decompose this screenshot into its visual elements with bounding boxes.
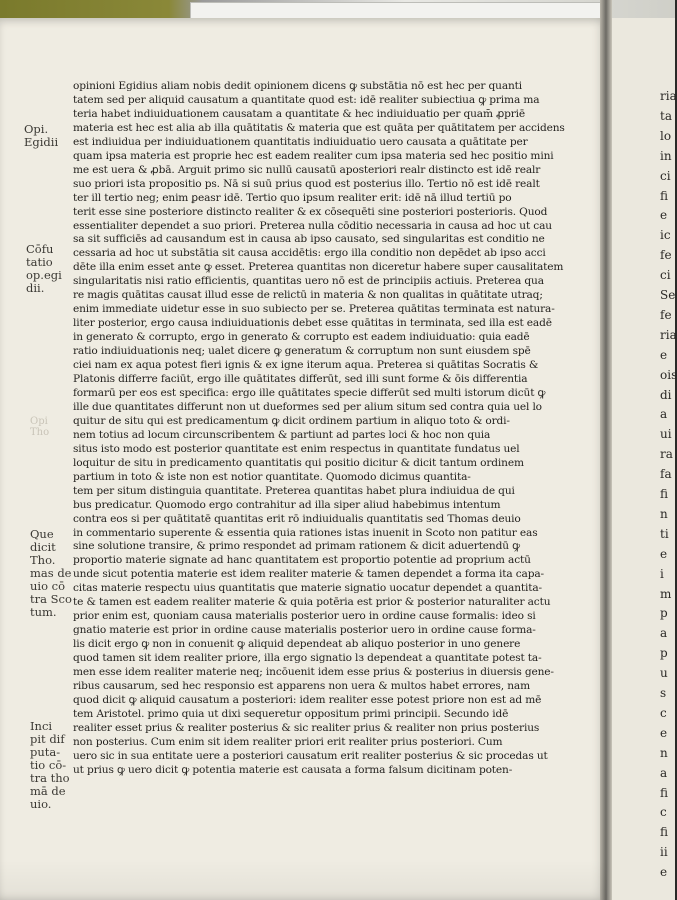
margin-note-line: uio cō [30, 579, 66, 593]
right-page-fragment: fi [660, 188, 669, 203]
margin-note-line: Egidii [24, 135, 59, 149]
text-line: tem per situm distinguia quantitate. Preterea quantitas habet plura indiuidua de qui [73, 484, 515, 497]
text-line: situs isto modo est posterior quantitate est enim respectus in quantitate fundatus uel [73, 442, 520, 455]
margin-note-line: Que [30, 527, 54, 541]
text-line: te & tamen est eadem realiter materie & quia potēria est prior & posterior naturaliter actu [73, 596, 551, 609]
right-page-fragment: a [660, 765, 668, 780]
text-line: lis dicit ergo ꝙ non in conuenit ꝙ aliquid dependeat ab aliquo posterior in uno genere [73, 638, 521, 651]
right-page-fragment: p [660, 646, 668, 661]
margin-note-line: tum. [30, 605, 57, 619]
text-line: prior enim est, quoniam causa materialis posterior uero in ordine cause formalis: ideo si [73, 610, 536, 623]
right-page-fragment: ii [660, 845, 668, 860]
right-page-fragment: e [660, 208, 668, 223]
right-page-fragment: ci [660, 168, 671, 183]
right-page-fragment: i [660, 566, 664, 581]
text-line: in generato & corrupto, ergo in generato & corrupto est eadem indiuiduatio: quia eadē [73, 331, 530, 344]
text-line: ut prius ꝙ uero dicit ꝙ potentia materie est causata a forma falsum dicitinam poten- [73, 763, 513, 776]
text-line: quod dicit ꝙ aliquid causatum a posteriori: idem realiter esse potest priore non est ad mē [73, 693, 542, 706]
right-page-fragment: e [660, 725, 668, 740]
text-line: contra eos si per quātitatē quantitas erit rō indiuidualis quantitatis sed Thomas deuio [73, 512, 521, 525]
text-line: terit esse sine posteriore distincto realiter & ex cōsequēti sine posteriori posterioris. Quod [73, 205, 548, 218]
margin-note-incipit [30, 720, 70, 811]
text-line: ciei nam ex aqua potest fieri ignis & ex igne iterum aqua. Preterea si quātitas Socratis & [73, 359, 539, 372]
right-page-fragment: u [660, 666, 668, 681]
text-line: realiter esset prius & realiter posterius & sic realiter prius & realiter non prius posterius [73, 721, 540, 734]
margin-note-line: mas de [30, 566, 72, 580]
margin-note-line: mā de [30, 784, 66, 798]
right-page-fragment: a [660, 626, 668, 641]
text-line: bus predicatur. Quomodo ergo contrahitur ad illa siper aliud habebimus intentum [73, 498, 501, 511]
margin-note-line: puta- [30, 745, 61, 759]
text-line: nem totius ad locum circunscribentem & partiunt ad partes loci & hoc non quia [73, 428, 491, 441]
text-line: partium in toto & iste non est notior quantitate. Quomodo dicimus quantita- [73, 470, 471, 483]
margin-note-line: op.egi [26, 268, 62, 282]
text-line: me est uera & ꝓbā. Arguit primo sic nullū causatū aposteriori realr distincto est idē realr [73, 163, 541, 176]
right-page-fragment: ci [660, 268, 671, 283]
text-line: men esse idem realiter materie neq; incōuenit idem esse prius & posterius in diuersis gene- [73, 666, 554, 679]
text-line: sa sit sufficiēs ad causandum est in causa ab ipso causato, sed singularitas est conditio ne [73, 233, 545, 246]
bleed-through-note [30, 416, 49, 438]
right-page-fragment: fe [660, 248, 672, 263]
right-page-fragment: fe [660, 307, 672, 322]
text-line: suo priori ista propositio ps. Nā si suū prius quod est posterius illo. Tertio nō est idē realt [73, 177, 540, 190]
text-line: est indiuidua per indiuiduationem quantitatis indiuiduatio uero causata a quātitate per [73, 135, 528, 148]
right-page-fragment: fi [660, 825, 669, 840]
text-line: ille due quantitates differunt non ut dueformes sed per alium situm sed contra quia uel lo [73, 400, 542, 413]
right-page-fragment: ria [660, 89, 677, 103]
right-page-fragment: Se [660, 288, 676, 302]
text-line: non posterius. Cum enim sit idem realiter priori erit realiter prius posteriori. Cum [73, 735, 503, 748]
text-line: dēte illa enim esset ante ꝙ esset. Preterea quantitas non diceretur habere super causalitatem [73, 261, 564, 274]
right-page-fragment: di [660, 387, 672, 402]
margin-note-line: Inci [30, 719, 53, 733]
right-page-fragment: n [660, 745, 668, 760]
text-line: enim immediate uidetur esse in suo subiecto per se. Preterea quātitas terminata est natura- [73, 303, 555, 316]
margin-note-line: Opi. [24, 122, 49, 136]
margin-note-line: tra tho [30, 771, 70, 785]
text-line: proportio materie signate ad hanc quantitatem est proportio potentie ad proprium actū [73, 554, 531, 567]
text-line: cessaria ad hoc ut substātia sit causa accidētis: ergo illa conditio non depēdet ab ipso acci [73, 247, 546, 260]
text-line: quitur de situ qui est predicamentum ꝙ dicit ordinem partium in aliquo toto & ordi- [73, 414, 510, 427]
bleed-through-line: Tho [30, 427, 50, 438]
right-page-fragment: ti [660, 526, 669, 541]
margin-note-que-dicit [30, 528, 72, 619]
right-page-fragment: fa [660, 467, 672, 482]
right-page-fragment: ria [660, 327, 677, 342]
margin-note-line: tra Sco [30, 592, 72, 606]
text-line: in commentario superente & essentia quia rationes istas inuenit in Scoto non patitur eas [73, 526, 538, 539]
text-line: unde sicut potentia materie est idem realiter materie & tamen dependet a forma ita capa- [73, 568, 544, 581]
margin-note-line: dii. [26, 281, 45, 295]
text-line: loquitur de situ in predicamento quantitatis qui positio dicitur & dicit tantum ordinem [73, 456, 524, 469]
text-line: quod tamen sit idem realiter priore, illa ergo signatio lз dependeat a quantitate potest ta- [73, 652, 542, 665]
text-line: re magis quātitas causat illud esse de relictū in materia & non qualitas in quātitate utraq; [73, 289, 543, 302]
text-line: teria habet indiuiduationem causatam a quantitate & hec indiuiduatio per quam̄ ꝓpriē [73, 107, 526, 120]
text-line: formarū per eos est specifica: ergo ille quātitates specie differūt sed multi istorum dicūt ꝙ [73, 386, 546, 399]
text-line: ter ill tertio neg; enim ꝑeasr idē. Tertio quo ipsum realiter erit: idē nā illud tertiū po [73, 191, 512, 204]
text-line: liter posterior, ergo causa indiuiduationis debet esse quātitas in terminata, sed illa est eadē [73, 317, 552, 330]
text-line: ribus causarum, sed hec responsio est apparens non uera & multos habet errores, nam [73, 679, 530, 692]
right-page-fragment: a [660, 407, 668, 422]
right-page-fragment: ic [660, 228, 671, 243]
text-line: quam ipsa materia est proprie hec est eadem realiter cum ipsa materia sed hec positio mini [73, 149, 554, 162]
text-line: sine solutione transire, & primo respondet ad primam rationem & dicit aduertendū ꝙ [73, 540, 520, 553]
page-shadow [0, 860, 607, 900]
right-page-fragment: lo [660, 128, 672, 143]
right-page-fragment: ui [660, 427, 672, 442]
margin-note-line: Cōfu [26, 242, 54, 256]
right-page-fragment: e [660, 347, 668, 362]
main-text-block [73, 80, 565, 778]
right-page-fragment: fi [660, 487, 669, 501]
right-page-fragment: c [660, 805, 667, 820]
right-page [612, 18, 675, 900]
book-gutter [600, 0, 612, 900]
text-line: essentialiter dependet a suo priori. Preterea nulla cōditio necessaria in causa ad hoc ut cau [73, 219, 552, 232]
right-page-fragment: ta [660, 108, 672, 123]
right-page-fragment: n [660, 506, 668, 521]
text-line: materia est hec est alia ab illa quātitatis & materia que est quāta per quātitatem per accidens [73, 121, 565, 134]
margin-note-line: tatio [26, 255, 53, 269]
right-page-fragment: ra [660, 447, 673, 462]
text-line: tatem sed per aliquid causatum a quantitate quod est: idē realiter subiectiua ꝙ prima ma [73, 93, 540, 106]
right-page-fragment: e [660, 865, 668, 880]
margin-note-line: Tho. [30, 553, 56, 567]
text-line: gnatio materie est prior in ordine cause materialis posterior uero in ordine cause forma- [73, 624, 536, 637]
right-page-fragment: c [660, 705, 667, 720]
text-line: singularitatis nisi ratio efficientis, quantitas uero nō est de principiis actiuis. Preterea qua [73, 275, 544, 288]
right-page-fragment: ois [660, 367, 677, 382]
margin-note-line: tio cō- [30, 758, 67, 772]
margin-note-line: dicit [30, 540, 56, 554]
margin-note-line: uio. [30, 797, 52, 811]
bleed-through-line: Opi [30, 416, 48, 427]
text-line: citas materie respectu uius quantitatis que materie signatio uocatur dependet a quantita- [73, 582, 542, 595]
right-page-fragment: m [660, 586, 672, 601]
text-line: tem Aristotel. primo quia ut dixi sequeretur oppositum primi principii. Secundo idē [73, 707, 509, 720]
right-page-fragment: fi [660, 785, 669, 800]
text-line: ratio indiuiduationis neq; ualet dicere ꝙ generatum & corruptum non sunt eiusdem spē [73, 345, 531, 358]
right-page-fragment: s [660, 686, 667, 700]
right-page-fragment: p [660, 606, 668, 621]
right-page-fragment: e [660, 546, 668, 561]
text-line: Platonis differre faciūt, ergo ille quātitates differūt, sed illi sunt forme & ōis differentia [73, 373, 528, 386]
margin-note-cosutatio [26, 243, 62, 295]
right-page-fragment: in [660, 148, 672, 163]
margin-note-opi-egidii [24, 123, 58, 149]
text-line: opinioni Egidius aliam nobis dedit opinionem dicens ꝙ substātia nō est hec per quanti [73, 80, 523, 92]
text-line: uero sic in sua entitate uere a posteriori causatum erit realiter posterius & sic procedas ut [73, 749, 548, 762]
margin-note-line: pit dif [30, 732, 65, 746]
